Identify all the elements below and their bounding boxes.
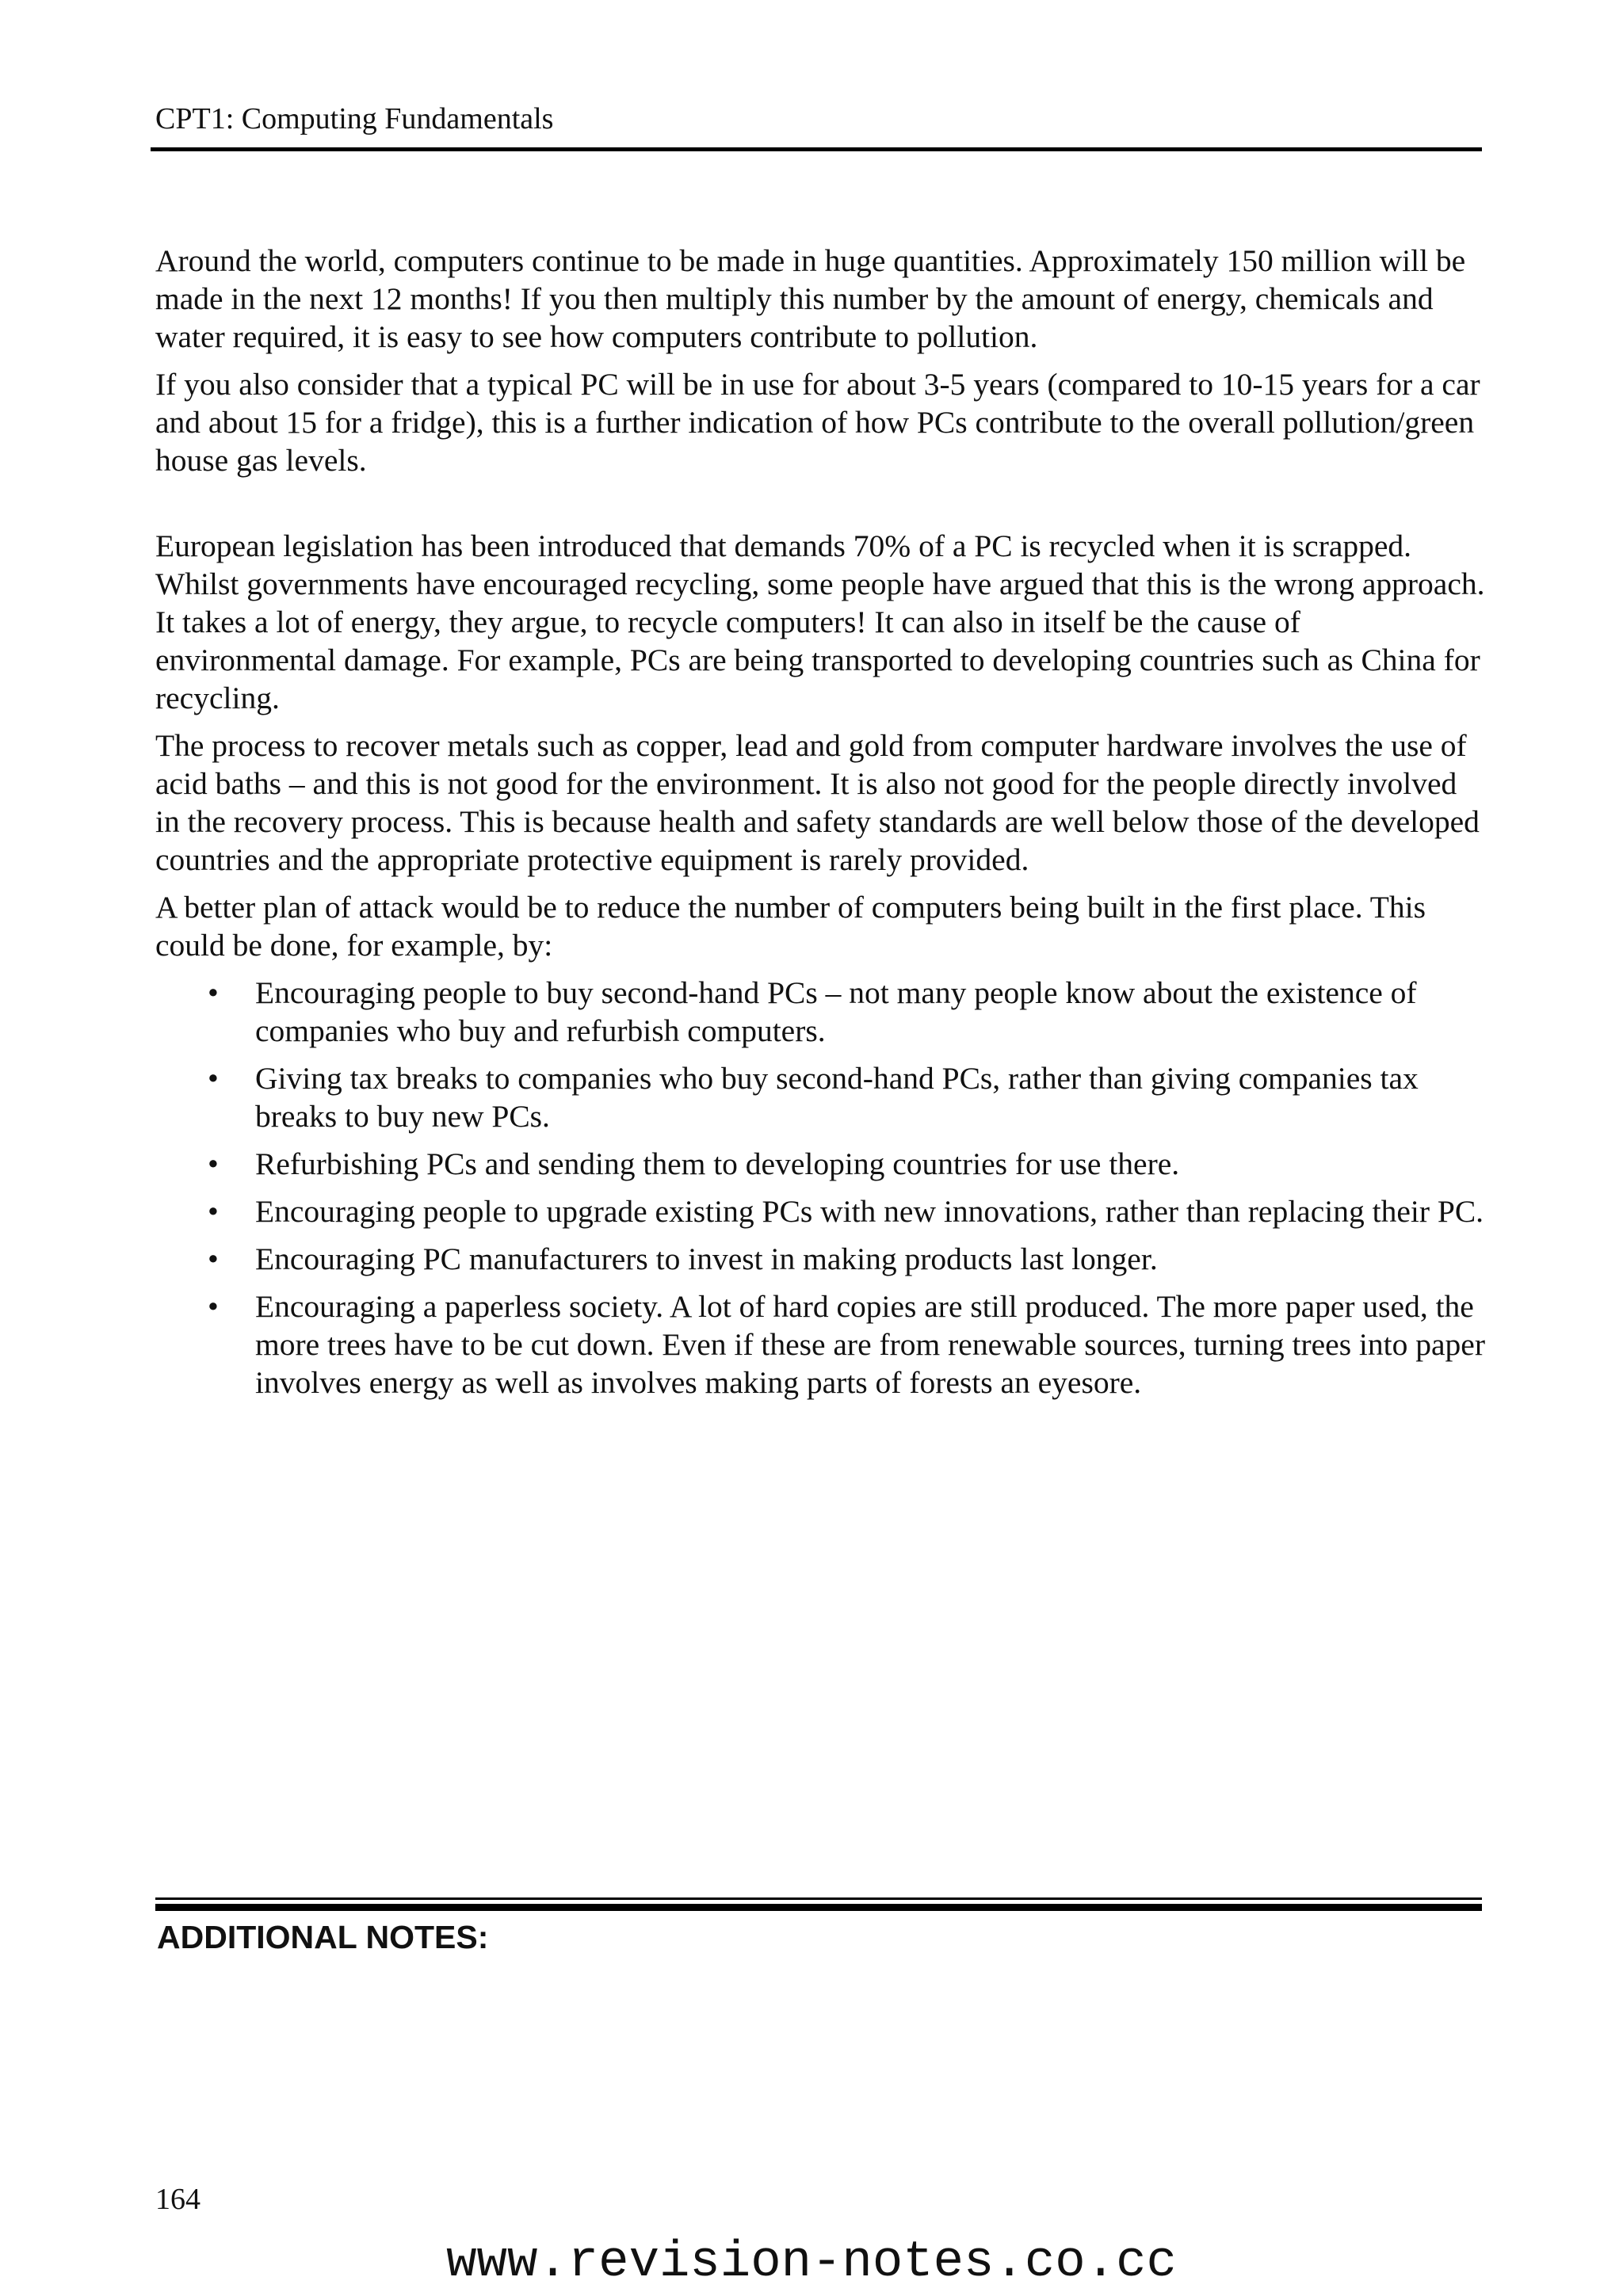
bullet-icon: • (208, 975, 219, 1010)
paragraph: A better plan of attack would be to reduce the number of computers being built in the first place. This could be done, for example, by: (155, 890, 1426, 963)
bullet-icon: • (208, 1241, 219, 1276)
list-item-text: Refurbishing PCs and sending them to developing countries for use there. (255, 1146, 1180, 1181)
list-item (208, 1059, 1487, 1135)
notes-rule-thin (155, 1897, 1482, 1900)
notes-rule-thick (155, 1904, 1482, 1911)
list-item (208, 1145, 1487, 1183)
list-item-text: Encouraging a paperless society. A lot of hard copies are still produced. The more paper used, the more trees have to be cut down. Even if these are from renewable sources, turning trees into paper involves energy as well as involves making parts of forests an eyesore. (255, 1289, 1485, 1400)
list-item (208, 974, 1487, 1050)
list-item (208, 1240, 1487, 1278)
list-item-text: Encouraging people to buy second-hand PCs – not many people know about the existence of companies who buy and refurbish computers. (255, 975, 1417, 1048)
paragraph: If you also consider that a typical PC will be in use for about 3-5 years (compared to 10-15 years for a car and about 15 for a fridge), this is a further indication of how PCs contribute to the overall pollution/green house gas levels. (155, 367, 1480, 478)
list-item-text: Encouraging people to upgrade existing PCs with new innovations, rather than replacing their PC. (255, 1194, 1484, 1229)
paragraph: European legislation has been introduced that demands 70% of a PC is recycled when it is scrapped. Whilst governments have encouraged recycling, some people have argued that this is the wrong approach. It takes a lot of energy, they argue, to recycle computers! It can also in itself be the cause of environmental damage. For example, PCs are being transported to developing countries such as China for recycling. (155, 528, 1485, 715)
site-url: www.revision-notes.co.cc (446, 2234, 1177, 2291)
body-text (155, 242, 1487, 1411)
list-item (208, 1192, 1487, 1230)
list-item-text: Encouraging PC manufacturers to invest in making products last longer. (255, 1241, 1158, 1276)
paragraph: The process to recover metals such as copper, lead and gold from computer hardware involves the use of acid baths – and this is not good for the environment. It is also not good for the people directly involved in the recovery process. This is because health and safety standards are well below those of the developed countries and the appropriate protective equipment is rarely provided. (155, 728, 1480, 877)
list-item (208, 1287, 1487, 1402)
list-item-text: Giving tax breaks to companies who buy second-hand PCs, rather than giving companies tax breaks to buy new PCs. (255, 1061, 1419, 1134)
bullet-icon: • (208, 1289, 219, 1324)
running-header: CPT1: Computing Fundamentals (155, 102, 554, 135)
bullet-icon: • (208, 1061, 219, 1096)
header-rule (151, 147, 1482, 151)
page-number: 164 (155, 2183, 200, 2216)
paragraph: Around the world, computers continue to be made in huge quantities. Approximately 150 million will be made in the next 12 months! If you then multiply this number by the amount of energy, chemicals and water required, it is easy to see how computers contribute to pollution. (155, 243, 1466, 354)
bullet-icon: • (208, 1194, 219, 1229)
bullet-list (155, 974, 1487, 1402)
bullet-icon: • (208, 1146, 219, 1181)
additional-notes-heading: ADDITIONAL NOTES: (157, 1919, 489, 1955)
